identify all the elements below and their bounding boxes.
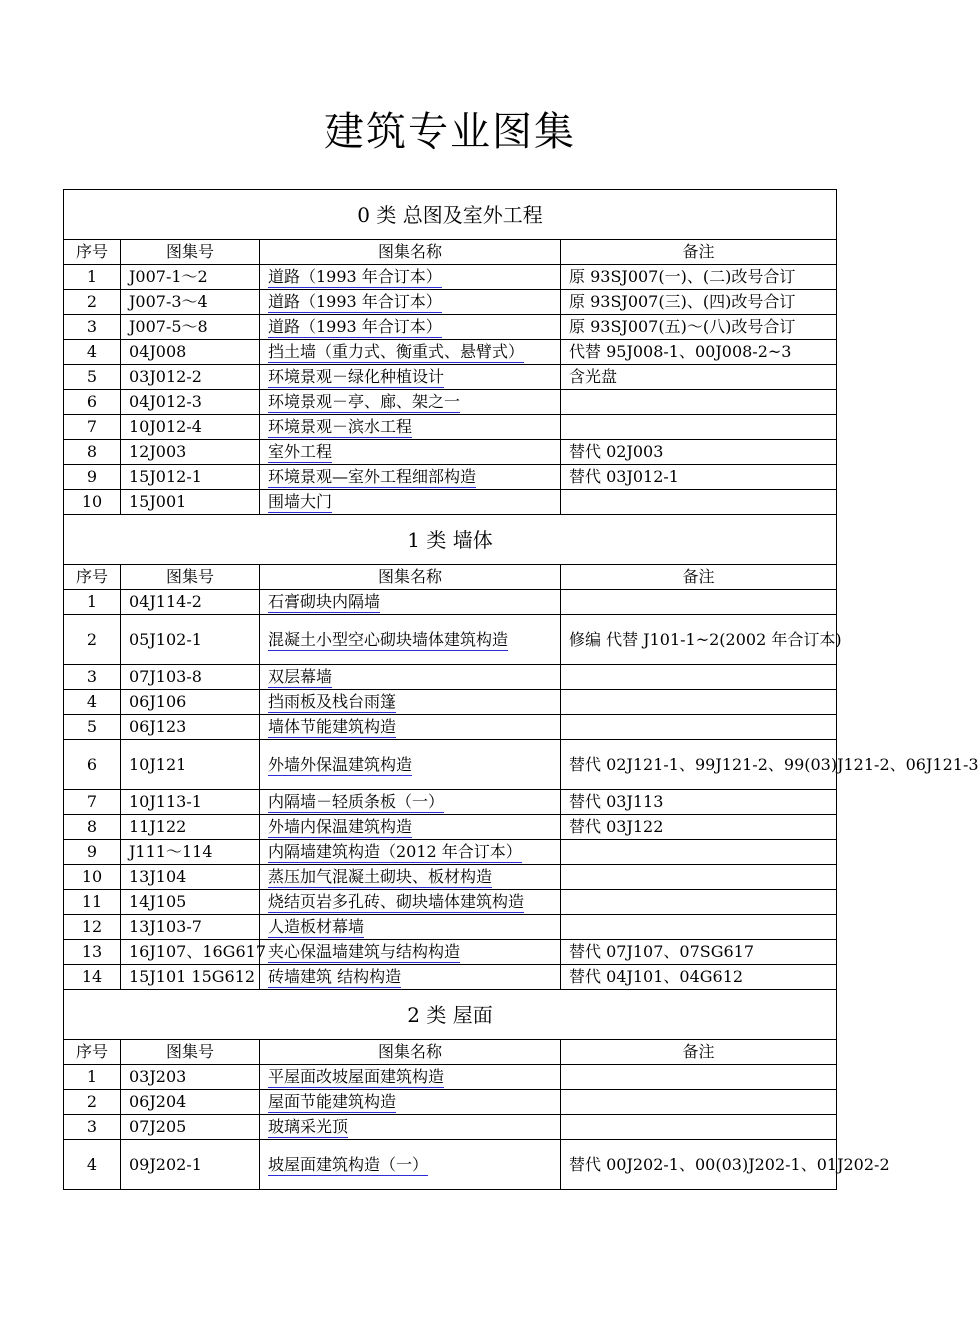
table-row bbox=[64, 265, 837, 290]
atlas-code: J007-3～4 bbox=[121, 290, 260, 315]
atlas-name-cell bbox=[260, 840, 561, 865]
atlas-code: 13J104 bbox=[121, 865, 260, 890]
atlas-note bbox=[561, 690, 837, 715]
atlas-note bbox=[561, 840, 837, 865]
atlas-code: 12J003 bbox=[121, 440, 260, 465]
row-number: 14 bbox=[64, 965, 121, 990]
row-number: 1 bbox=[64, 1065, 121, 1090]
row-number: 2 bbox=[64, 615, 121, 665]
table-row bbox=[64, 815, 837, 840]
row-number: 4 bbox=[64, 340, 121, 365]
header-no: 序号 bbox=[64, 240, 121, 265]
atlas-code: 06J204 bbox=[121, 1090, 260, 1115]
header-code: 图集号 bbox=[121, 240, 260, 265]
atlas-name-link[interactable]: 挡雨板及栈台雨篷 bbox=[268, 692, 397, 711]
atlas-name-cell bbox=[260, 790, 561, 815]
table-row bbox=[64, 965, 837, 990]
atlas-name-link[interactable]: 蒸压加气混凝土砌块、板材构造 bbox=[268, 867, 493, 886]
atlas-note: 代替 95J008-1、00J008-2~3 bbox=[561, 340, 837, 365]
row-number: 9 bbox=[64, 840, 121, 865]
row-number: 5 bbox=[64, 365, 121, 390]
atlas-name-cell bbox=[260, 390, 561, 415]
section-heading: 0 类 总图及室外工程 bbox=[64, 190, 837, 240]
row-number: 7 bbox=[64, 790, 121, 815]
atlas-code: 04J114-2 bbox=[121, 590, 260, 615]
atlas-name-cell bbox=[260, 915, 561, 940]
atlas-name-link[interactable]: 环境景观—室外工程细部构造 bbox=[268, 467, 477, 486]
atlas-note bbox=[561, 915, 837, 940]
row-number: 1 bbox=[64, 590, 121, 615]
atlas-name-link[interactable]: 双层幕墙 bbox=[268, 667, 333, 686]
atlas-name-link[interactable]: 环境景观－亭、廊、架之一 bbox=[268, 392, 461, 411]
atlas-note: 替代 02J003 bbox=[561, 440, 837, 465]
atlas-name-link[interactable]: 环境景观－滨水工程 bbox=[268, 417, 413, 436]
atlas-note bbox=[561, 590, 837, 615]
table-row bbox=[64, 890, 837, 915]
atlas-name-cell bbox=[260, 1140, 561, 1190]
header-note: 备注 bbox=[561, 565, 837, 590]
atlas-note bbox=[561, 1065, 837, 1090]
atlas-name-cell bbox=[260, 865, 561, 890]
atlas-note: 修编 代替 J101-1~2(2002 年合订本) bbox=[561, 615, 837, 665]
atlas-code: 04J008 bbox=[121, 340, 260, 365]
row-number: 2 bbox=[64, 290, 121, 315]
column-header-row bbox=[64, 240, 837, 265]
atlas-name-cell bbox=[260, 590, 561, 615]
atlas-name-cell bbox=[260, 1090, 561, 1115]
atlas-catalog-table bbox=[63, 189, 979, 1190]
row-number: 3 bbox=[64, 1115, 121, 1140]
atlas-code: 05J102-1 bbox=[121, 615, 260, 665]
atlas-name-link[interactable]: 玻璃采光顶 bbox=[268, 1117, 349, 1136]
atlas-name-link[interactable]: 混凝土小型空心砌块墙体建筑构造 bbox=[268, 629, 509, 649]
atlas-name-link[interactable]: 外墙内保温建筑构造 bbox=[268, 817, 413, 836]
atlas-note: 原 93SJ007(一)、(二)改号合订 bbox=[561, 265, 837, 290]
atlas-code: 16J107、16G617 bbox=[121, 940, 260, 965]
atlas-note: 替代 03J012-1 bbox=[561, 465, 837, 490]
table-row bbox=[64, 1065, 837, 1090]
table-row bbox=[64, 1090, 837, 1115]
atlas-code: 07J103-8 bbox=[121, 665, 260, 690]
row-number: 11 bbox=[64, 890, 121, 915]
atlas-code: 14J105 bbox=[121, 890, 260, 915]
header-code: 图集号 bbox=[121, 1040, 260, 1065]
table-row bbox=[64, 865, 837, 890]
atlas-code: 15J101 15G612 bbox=[121, 965, 260, 990]
atlas-note bbox=[561, 390, 837, 415]
atlas-name-cell bbox=[260, 365, 561, 390]
atlas-name-link[interactable]: 围墙大门 bbox=[268, 492, 333, 511]
atlas-name-link[interactable]: 砖墙建筑 结构构造 bbox=[268, 967, 402, 986]
atlas-name-cell bbox=[260, 615, 561, 665]
atlas-name-link[interactable]: 道路（1993 年合订本） bbox=[268, 267, 442, 286]
atlas-note: 替代 02J121-1、99J121-2、99(03)J121-2、06J121-3 bbox=[561, 740, 837, 790]
atlas-code: 04J012-3 bbox=[121, 390, 260, 415]
atlas-name-cell bbox=[260, 415, 561, 440]
atlas-name-link[interactable]: 内隔墙－轻质条板（一） bbox=[268, 792, 445, 811]
atlas-name-link[interactable]: 道路（1993 年合订本） bbox=[268, 317, 442, 336]
table-row bbox=[64, 440, 837, 465]
atlas-note: 含光盘 bbox=[561, 365, 837, 390]
table-row bbox=[64, 465, 837, 490]
table-row bbox=[64, 1115, 837, 1140]
row-number: 5 bbox=[64, 715, 121, 740]
atlas-name-cell bbox=[260, 665, 561, 690]
header-no: 序号 bbox=[64, 565, 121, 590]
atlas-name-link[interactable]: 外墙外保温建筑构造 bbox=[268, 754, 413, 774]
row-number: 6 bbox=[64, 740, 121, 790]
atlas-name-cell bbox=[260, 940, 561, 965]
atlas-code: 09J202-1 bbox=[121, 1140, 260, 1190]
header-code: 图集号 bbox=[121, 565, 260, 590]
atlas-name-cell bbox=[260, 890, 561, 915]
atlas-code: 10J012-4 bbox=[121, 415, 260, 440]
table-row bbox=[64, 715, 837, 740]
table-row bbox=[64, 740, 837, 790]
atlas-code: 07J205 bbox=[121, 1115, 260, 1140]
row-number: 6 bbox=[64, 390, 121, 415]
row-number: 13 bbox=[64, 940, 121, 965]
row-number: 1 bbox=[64, 265, 121, 290]
row-number: 8 bbox=[64, 815, 121, 840]
atlas-note bbox=[561, 665, 837, 690]
atlas-name-cell bbox=[260, 465, 561, 490]
row-number: 7 bbox=[64, 415, 121, 440]
atlas-code: 11J122 bbox=[121, 815, 260, 840]
row-number: 12 bbox=[64, 915, 121, 940]
atlas-code: 15J012-1 bbox=[121, 465, 260, 490]
atlas-name-link[interactable]: 平屋面改坡屋面建筑构造 bbox=[268, 1067, 445, 1086]
row-number: 10 bbox=[64, 490, 121, 515]
atlas-name-link[interactable]: 墙体节能建筑构造 bbox=[268, 717, 397, 736]
row-number: 3 bbox=[64, 315, 121, 340]
atlas-code: J111～114 bbox=[121, 840, 260, 865]
table-row bbox=[64, 290, 837, 315]
atlas-note bbox=[561, 890, 837, 915]
atlas-code: J007-5～8 bbox=[121, 315, 260, 340]
atlas-name-link[interactable]: 内隔墙建筑构造（2012 年合订本） bbox=[268, 842, 522, 861]
section-heading-row bbox=[64, 990, 837, 1040]
atlas-code: 13J103-7 bbox=[121, 915, 260, 940]
atlas-note: 替代 07J107、07SG617 bbox=[561, 940, 837, 965]
table-row bbox=[64, 1140, 837, 1190]
row-number: 8 bbox=[64, 440, 121, 465]
page-title: 建筑专业图集 bbox=[324, 109, 576, 155]
atlas-note: 替代 00J202-1、00(03)J202-1、01J202-2 bbox=[561, 1140, 837, 1190]
atlas-name-cell bbox=[260, 715, 561, 740]
atlas-code: 06J106 bbox=[121, 690, 260, 715]
atlas-name-link[interactable]: 屋面节能建筑构造 bbox=[268, 1092, 397, 1111]
atlas-note bbox=[561, 415, 837, 440]
row-number: 4 bbox=[64, 1140, 121, 1190]
row-number: 10 bbox=[64, 865, 121, 890]
atlas-note bbox=[561, 1115, 837, 1140]
atlas-name-link[interactable]: 环境景观－绿化种植设计 bbox=[268, 367, 445, 386]
atlas-code: 03J203 bbox=[121, 1065, 260, 1090]
header-note: 备注 bbox=[561, 1040, 837, 1065]
section-heading-row bbox=[64, 515, 837, 565]
atlas-note: 原 93SJ007(五)～(八)改号合订 bbox=[561, 315, 837, 340]
atlas-note: 原 93SJ007(三)、(四)改号合订 bbox=[561, 290, 837, 315]
atlas-name-link[interactable]: 道路（1993 年合订本） bbox=[268, 292, 442, 311]
table-row bbox=[64, 390, 837, 415]
atlas-code: 10J113-1 bbox=[121, 790, 260, 815]
header-name: 图集名称 bbox=[260, 565, 561, 590]
atlas-name-cell bbox=[260, 1065, 561, 1090]
atlas-code: 03J012-2 bbox=[121, 365, 260, 390]
atlas-note bbox=[561, 1090, 837, 1115]
table-row bbox=[64, 665, 837, 690]
section-heading: 2 类 屋面 bbox=[64, 990, 837, 1040]
table-row bbox=[64, 690, 837, 715]
header-no: 序号 bbox=[64, 1040, 121, 1065]
header-name: 图集名称 bbox=[260, 1040, 561, 1065]
column-header-row bbox=[64, 1040, 837, 1065]
header-note: 备注 bbox=[561, 240, 837, 265]
table-row bbox=[64, 790, 837, 815]
atlas-name-cell bbox=[260, 440, 561, 465]
table-row bbox=[64, 940, 837, 965]
section-heading-row bbox=[64, 190, 837, 240]
atlas-note bbox=[561, 490, 837, 515]
atlas-name-cell bbox=[260, 315, 561, 340]
atlas-name-link[interactable]: 烧结页岩多孔砖、砌块墙体建筑构造 bbox=[268, 892, 525, 911]
atlas-name-link[interactable]: 石膏砌块内隔墙 bbox=[268, 592, 381, 611]
atlas-code: 10J121 bbox=[121, 740, 260, 790]
table-row bbox=[64, 590, 837, 615]
row-number: 4 bbox=[64, 690, 121, 715]
atlas-note: 替代 04J101、04G612 bbox=[561, 965, 837, 990]
atlas-name-cell bbox=[260, 1115, 561, 1140]
atlas-name-cell bbox=[260, 265, 561, 290]
atlas-name-link[interactable]: 夹心保温墙建筑与结构构造 bbox=[268, 942, 461, 961]
table-row bbox=[64, 340, 837, 365]
table-row bbox=[64, 365, 837, 390]
column-header-row bbox=[64, 565, 837, 590]
atlas-name-cell bbox=[260, 815, 561, 840]
row-number: 9 bbox=[64, 465, 121, 490]
table-row bbox=[64, 615, 837, 665]
atlas-code: J007-1～2 bbox=[121, 265, 260, 290]
table-row bbox=[64, 315, 837, 340]
atlas-note bbox=[561, 715, 837, 740]
atlas-name-cell bbox=[260, 290, 561, 315]
atlas-name-cell bbox=[260, 965, 561, 990]
atlas-note bbox=[561, 865, 837, 890]
atlas-name-link[interactable]: 挡土墙（重力式、衡重式、悬臂式） bbox=[268, 342, 525, 361]
atlas-code: 15J001 bbox=[121, 490, 260, 515]
section-heading: 1 类 墙体 bbox=[64, 515, 837, 565]
atlas-name-link[interactable]: 人造板材幕墙 bbox=[268, 917, 365, 936]
row-number: 2 bbox=[64, 1090, 121, 1115]
table-row bbox=[64, 840, 837, 865]
row-number: 3 bbox=[64, 665, 121, 690]
atlas-code: 06J123 bbox=[121, 715, 260, 740]
atlas-name-cell bbox=[260, 740, 561, 790]
atlas-name-cell bbox=[260, 340, 561, 365]
atlas-name-link[interactable]: 室外工程 bbox=[268, 442, 333, 461]
table-row bbox=[64, 415, 837, 440]
atlas-note: 替代 03J113 bbox=[561, 790, 837, 815]
atlas-name-cell bbox=[260, 490, 561, 515]
atlas-name-cell bbox=[260, 690, 561, 715]
header-name: 图集名称 bbox=[260, 240, 561, 265]
table-row bbox=[64, 915, 837, 940]
atlas-name-link[interactable]: 坡屋面建筑构造（一） bbox=[268, 1154, 429, 1174]
table-row bbox=[64, 490, 837, 515]
atlas-note: 替代 03J122 bbox=[561, 815, 837, 840]
